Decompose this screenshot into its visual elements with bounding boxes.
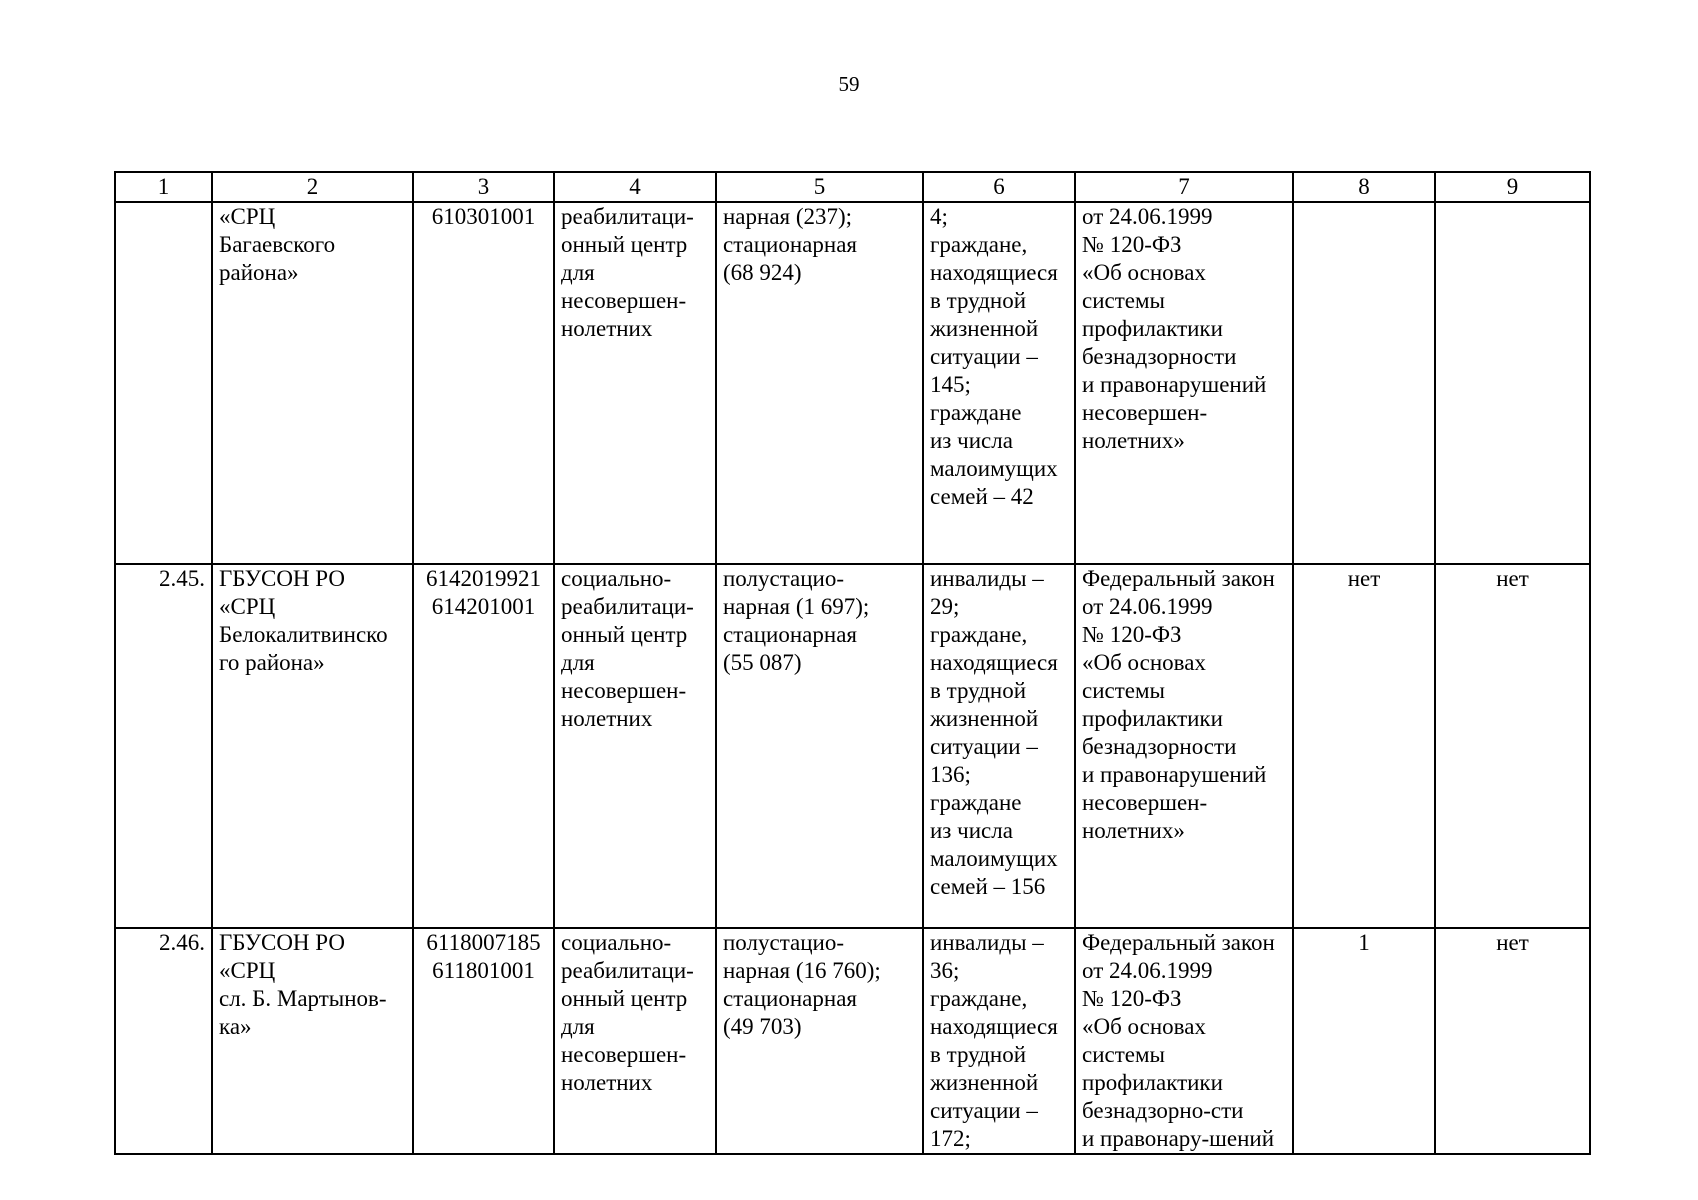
- institution-name-cell: ГБУСОН РО «СРЦ сл. Б. Мартынов- ка»: [212, 928, 413, 1154]
- recipients-cell: 4; граждане, находящиеся в трудной жизненной ситуации – 145; граждане из числа малоимущих семей – 42: [923, 202, 1075, 564]
- row-number-cell: 2.46.: [115, 928, 212, 1154]
- law-cell: Федеральный закон от 24.06.1999 № 120-ФЗ «Об основах системы профилактики безнадзорно-сти и правонару-шений: [1075, 928, 1293, 1154]
- column-9-cell: нет: [1435, 928, 1590, 1154]
- recipients-cell: инвалиды – 36; граждане, находящиеся в трудной жизненной ситуации – 172;: [923, 928, 1075, 1154]
- institution-type-cell: социально- реабилитаци- онный центр для несовершен- нолетних: [554, 564, 716, 928]
- column-9-cell: нет: [1435, 564, 1590, 928]
- column-header-2: 2: [212, 172, 413, 202]
- document-table: [114, 171, 1591, 1155]
- institution-type-cell: реабилитаци- онный центр для несовершен- нолетних: [554, 202, 716, 564]
- codes-cell: 6118007185 611801001: [413, 928, 554, 1154]
- service-form-cell: нарная (237); стационарная (68 924): [716, 202, 923, 564]
- column-header-1: 1: [115, 172, 212, 202]
- column-8-cell: нет: [1293, 564, 1435, 928]
- institution-name-cell: «СРЦ Багаевского района»: [212, 202, 413, 564]
- institution-name-cell: ГБУСОН РО «СРЦ Белокалитвинско го района»: [212, 564, 413, 928]
- column-header-7: 7: [1075, 172, 1293, 202]
- recipients-cell: инвалиды – 29; граждане, находящиеся в трудной жизненной ситуации – 136; граждане из числа малоимущих семей – 156: [923, 564, 1075, 928]
- row-number-cell: 2.45.: [115, 564, 212, 928]
- institution-type-cell: социально- реабилитаци- онный центр для несовершен- нолетних: [554, 928, 716, 1154]
- page-number: 59: [838, 72, 860, 96]
- column-9-cell: [1435, 202, 1590, 564]
- service-form-cell: полустацио- нарная (1 697); стационарная (55 087): [716, 564, 923, 928]
- column-header-6: 6: [923, 172, 1075, 202]
- table-row: [115, 928, 1590, 1154]
- column-header-8: 8: [1293, 172, 1435, 202]
- law-cell: от 24.06.1999 № 120-ФЗ «Об основах системы профилактики безнадзорности и правонарушений несовершен- нолетних»: [1075, 202, 1293, 564]
- codes-cell: 610301001: [413, 202, 554, 564]
- column-header-5: 5: [716, 172, 923, 202]
- table-row: [115, 202, 1590, 564]
- column-header-3: 3: [413, 172, 554, 202]
- column-header-9: 9: [1435, 172, 1590, 202]
- codes-cell: 6142019921 614201001: [413, 564, 554, 928]
- service-form-cell: полустацио- нарная (16 760); стационарная (49 703): [716, 928, 923, 1154]
- column-header-4: 4: [554, 172, 716, 202]
- row-number-cell: [115, 202, 212, 564]
- table-header-row: [115, 172, 1590, 202]
- law-cell: Федеральный закон от 24.06.1999 № 120-ФЗ «Об основах системы профилактики безнадзорности и правонарушений несовершен- нолетних»: [1075, 564, 1293, 928]
- column-8-cell: 1: [1293, 928, 1435, 1154]
- table-row: [115, 564, 1590, 928]
- column-8-cell: [1293, 202, 1435, 564]
